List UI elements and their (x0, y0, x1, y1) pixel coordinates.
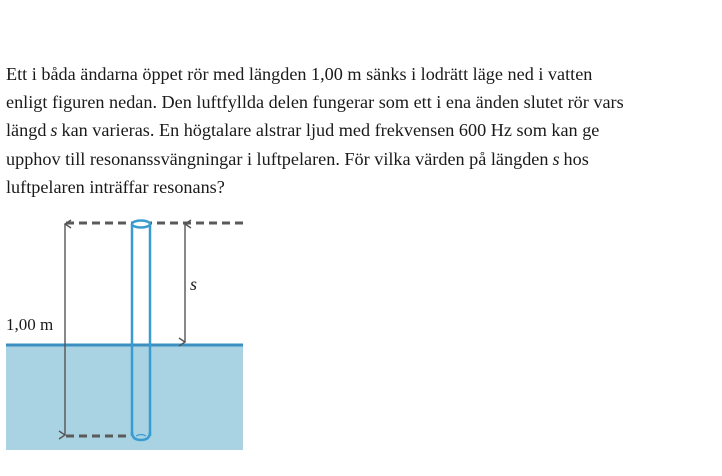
tube-length-label: 1,00 m (6, 315, 54, 334)
problem-text-segment: kan varieras. En högtalare alstrar ljud med frekvensen 600 Hz som kan ge (61, 120, 600, 141)
tube-in-water-figure (0, 210, 260, 460)
variable-s: s (50, 120, 58, 141)
air-column-label: s (190, 274, 198, 294)
problem-text-segment: enligt figuren nedan. Den luftfyllda delen fungerar som ett i ena änden slutet rör vars (6, 92, 624, 113)
problem-line-4 (6, 145, 706, 173)
problem-text-segment: hos (563, 148, 589, 169)
problem-statement (6, 60, 706, 201)
problem-text-segment: Ett i båda ändarna öppet rör med längden 1,00 m sänks i lodrätt läge ned i vatten (6, 64, 593, 84)
problem-text-segment: luftpelaren inträffar resonans? (6, 176, 225, 197)
problem-text-segment: längd (6, 120, 47, 141)
water-body (6, 345, 243, 450)
variable-s: s (552, 148, 560, 169)
problem-text-segment: upphov till resonanssvängningar i luftpelaren. För vilka värden på längden (6, 148, 549, 169)
problem-line-3 (6, 116, 706, 144)
figure-svg (0, 210, 260, 460)
tube-top-opening (132, 221, 150, 228)
problem-line-5 (6, 173, 706, 201)
problem-line-1 (6, 60, 706, 88)
problem-line-2 (6, 88, 706, 116)
